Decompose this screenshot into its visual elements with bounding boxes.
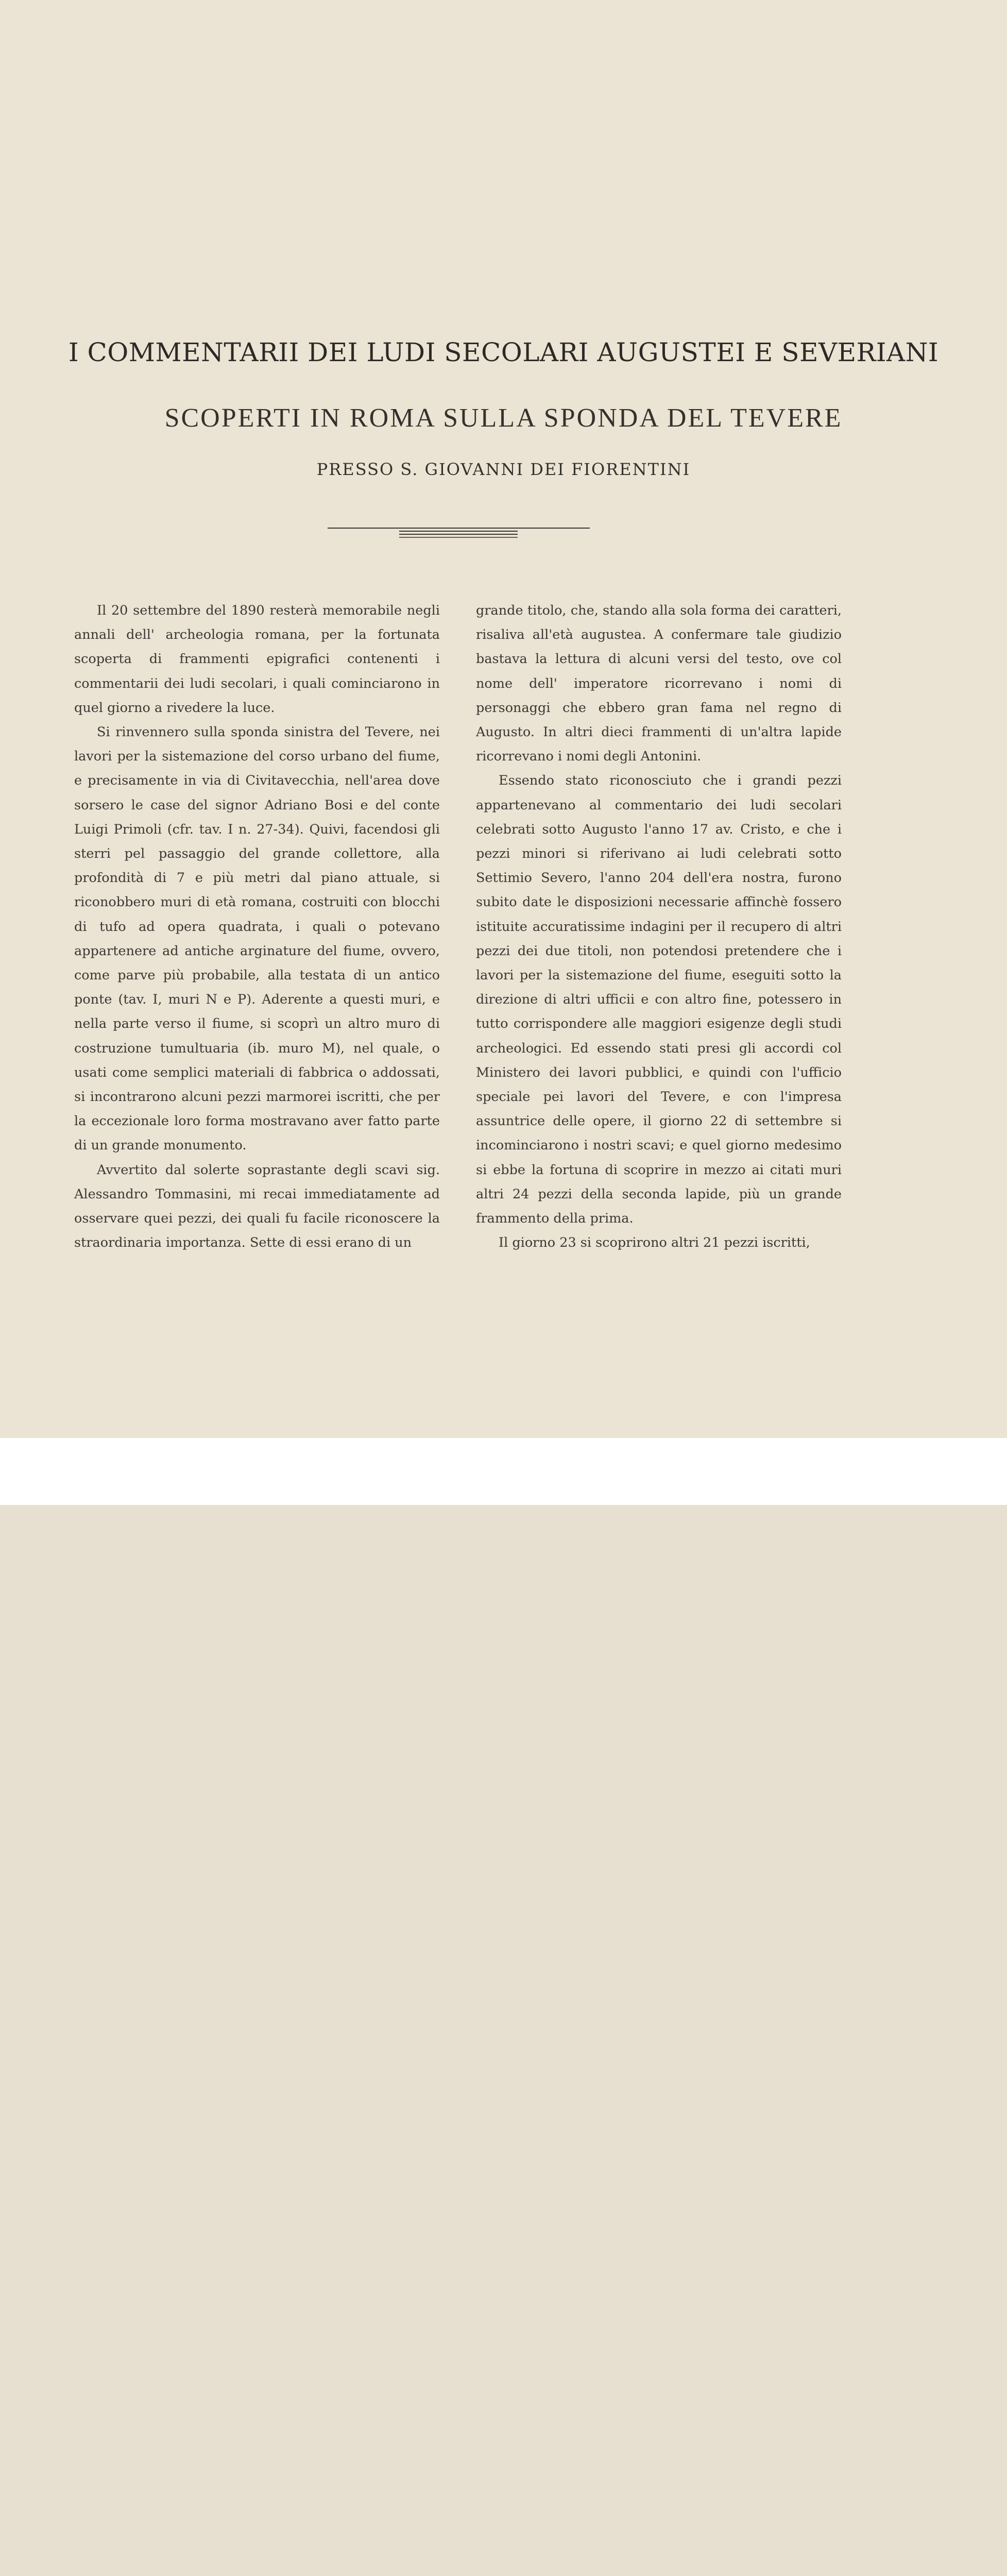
title-subtitle: SCOPERTI IN ROMA SULLA SPONDA DEL TEVERE [164,403,843,433]
paragraph: Avvertito dal solerte soprastante degli scavi sig. Alessandro Tommasini, mi recai immediatamente ad osservare quei pezzi, dei quali fu facile riconoscere la straordinaria importanza. Sette di essi erano di un [74,1162,440,1251]
paragraph: Si rinvennero sulla sponda sinistra del Tevere, nei lavori per la sistemazione del corso urbano del fiume, e precisamente in via di Civitavecchia, nell'area dove sorsero le case del signor Adriano Bosi e del conte Luigi Primoli (cfr. tav. I n. 27-34). Quivi, facendosi gli sterri pel passaggio del grande collettore, alla profondità di 7 e più metri dal piano attuale, si riconobbero muri di età romana, costruiti con blocchi di tufo ad opera quadrata, i quali o potevano appartenere ad antiche arginature del fiume, ovvero, come parve più probabile, alla testata di un antico ponte (tav. I, muri N e P). Aderente a questi muri, e nella parte verso il fiume, si scoprì un altro muro di costruzione tumultuaria (ib. muro M), nel quale, o usati come semplici materiali di fabbrica o addossati, si incontrarono alcuni pezzi marmorei iscritti, che per la eccezionale loro forma mostravano aver fatto parte di un grande monumento. [74,724,440,1154]
paragraph: Essendo stato riconosciuto che i grandi pezzi appartenevano al commentario dei ludi secolari celebrati sotto Augusto l'anno 17 av. Cristo, e che i pezzi minori si riferivano ai ludi celebrati sotto Settimio Severo, l'anno 204 dell'era nostra, furono subito date le disposizioni necessarie affinchè fossero istituite accuratissime indagini per il recupero di altri pezzi dei due titoli, non potendosi pretendere che i lavori per la sistemazione del fiume, eseguiti sotto la direzione di altri ufficii e con altro fine, potessero in tutto corrispondere alle maggiori esigenze degli studi archeologici. Ed essendo stati presi gli accordi col Ministero dei lavori pubblici, e quindi con l'ufficio speciale pei lavori del Tevere, e con l'impresa assuntrice delle opere, il giorno 22 di settembre si incominciarono i nostri scavi; e quel giorno medesimo si ebbe la fortuna di scoprire in mezzo ai citati muri altri 24 pezzi della seconda lapide, più un grande frammento della prima. [476,773,842,1227]
decorative-rule [0,0,1007,546]
paragraph: Il 20 settembre del 1890 resterà memorabile negli annali dell' archeologia romana, per la fortunata scoperta di frammenti epigrafici contenenti i commentarii dei ludi secolari, i quali cominciarono in quel giorno a rivedere la luce. [74,603,440,716]
title-main: I COMMENTARII DEI LUDI SECOLARI AUGUSTEI E SEVERIANI [68,337,939,367]
footer-bar [0,1437,1007,1505]
paragraph: Il giorno 23 si scoprirono altri 21 pezzi iscritti, [499,1235,810,1251]
title-location: PRESSO S. GIOVANNI DEI FIORENTINI [316,460,691,479]
text-column-right [476,599,842,1255]
paragraph: grande titolo, che, stando alla sola forma dei caratteri, risaliva all'età augustea. A confermare tale giudizio bastava la lettura di alcuni versi del testo, ove col nome dell' imperatore ricorrevano i nomi di personaggi che ebbero gran fama nel regno di Augusto. In altri dieci frammenti di un'altra lapide ricorrevano i nomi degli Antonini. [476,603,842,765]
text-column-left [74,599,440,1255]
